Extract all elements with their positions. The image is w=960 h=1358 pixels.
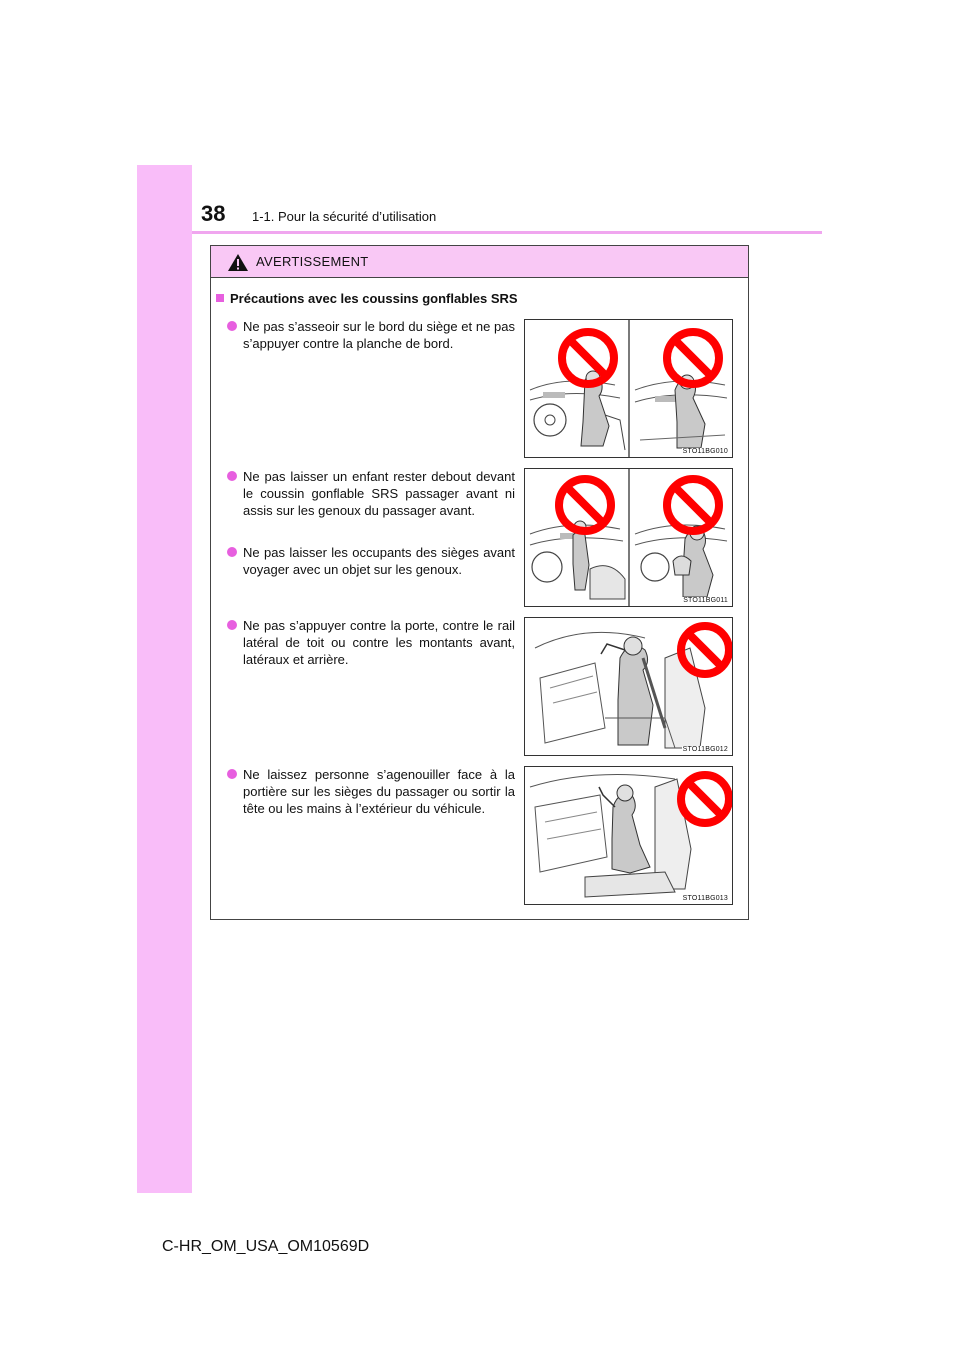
illustration-code: STO11BG013: [682, 895, 728, 902]
section-title: 1-1. Pour la sécurité d’utilisation: [252, 209, 437, 224]
illustration-kneeling-seat: [524, 766, 733, 905]
subheading: [216, 291, 518, 307]
car-interior-drawing: [525, 767, 732, 904]
bullet-item: [243, 544, 515, 578]
prohibition-icon: [681, 775, 729, 823]
bullet-text: Ne pas s’asseoir sur le bord du siège et ne pas s’appuyer contre la planche de bord.: [243, 319, 515, 351]
bullet-text: Ne pas laisser les occupants des sièges avant voyager avec un objet sur les genoux.: [243, 545, 515, 577]
bullet-dot-icon: [227, 471, 237, 481]
bullet-item: [243, 766, 515, 817]
subheading-text: Précautions avec les coussins gonflables SRS: [230, 291, 518, 306]
bullet-item: [243, 318, 515, 352]
bullet-text: Ne pas laisser un enfant rester debout devant le coussin gonflable SRS passager avant ni assis sur les genoux du passager avant.: [243, 469, 515, 518]
side-margin-band: [137, 165, 192, 1193]
bullet-dot-icon: [227, 547, 237, 557]
bullet-dot-icon: [227, 620, 237, 630]
bullet-dot-icon: [227, 769, 237, 779]
bullet-dot-icon: [227, 321, 237, 331]
square-bullet-icon: [216, 294, 224, 302]
bullet-text: Ne laissez personne s’agenouiller face à la portière sur les sièges du passager ou sortir la tête ou les mains à l’extérieur du véhicule.: [243, 767, 515, 816]
warning-triangle-icon: [227, 253, 249, 272]
prohibition-icon: [667, 332, 719, 384]
illustration-code: STO11BG010: [682, 448, 728, 455]
illustration-seat-edge: [524, 319, 733, 458]
page-number: 38: [201, 201, 226, 226]
illustration-child-front: [524, 468, 733, 607]
car-interior-drawing: [525, 320, 732, 457]
illustration-code: STO11BG011: [683, 597, 728, 604]
header-divider: [192, 231, 822, 234]
car-interior-drawing: [525, 469, 732, 606]
warning-header: [211, 246, 748, 278]
bullet-item: [243, 468, 515, 519]
warning-label: AVERTISSEMENT: [256, 254, 369, 269]
prohibition-icon: [667, 479, 719, 531]
bullet-text: Ne pas s’appuyer contre la porte, contre le rail latéral de toit ou contre les montants avant, latéraux et arrière.: [243, 618, 515, 667]
car-interior-drawing: [525, 618, 732, 755]
illustration-code: STO11BG012: [682, 746, 728, 753]
bullet-item: [243, 617, 515, 668]
warning-box: [210, 245, 749, 920]
illustration-leaning-door: [524, 617, 733, 756]
document-id: C-HR_OM_USA_OM10569D: [162, 1238, 370, 1255]
